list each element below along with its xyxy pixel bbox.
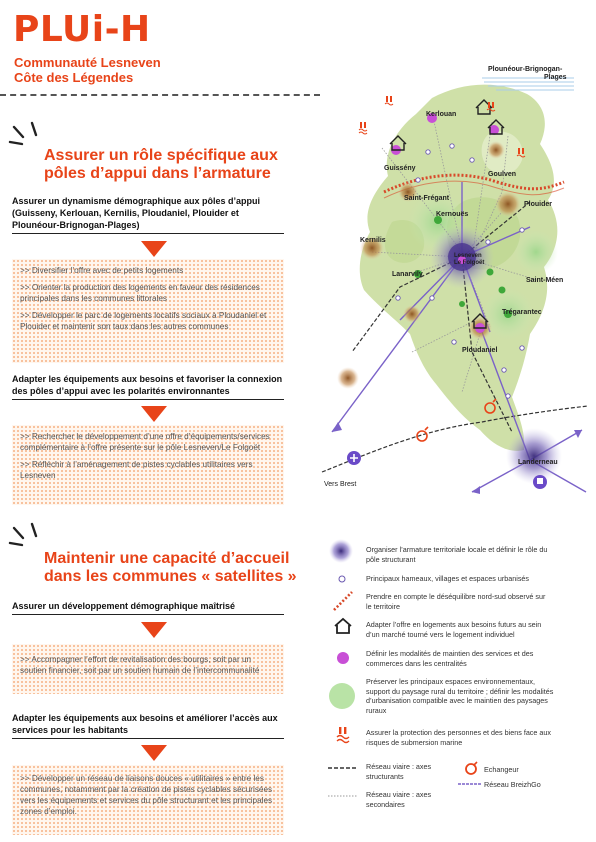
- label-le-folgoet: Le Folgoët: [454, 260, 485, 266]
- section-1-block-2-actions: [12, 425, 284, 505]
- section-1-title: [44, 147, 278, 183]
- action-item: >> Orienter la production des logements en faveur des résidences principales dans les communes littorales: [20, 283, 260, 303]
- section-2-block-2-actions: [12, 765, 284, 835]
- section-2-title-line-1: Maintenir une capacité d’accueil: [44, 550, 290, 567]
- subtitle-line-1: Communauté Lesneven: [14, 55, 161, 70]
- legend-breizhgo: Réseau BreizhGo: [484, 780, 541, 789]
- interchange-icon: [464, 760, 480, 776]
- label-saint-meen: Saint-Méen: [526, 277, 564, 284]
- section-1-block-1-heading: Assurer un dynamisme démographique aux pôles d’appui (Guisseny, Kerlouan, Kernilis, Ploudaniel, Plouider et Plounéour-Brignogan-Plages): [12, 195, 284, 234]
- legend-road-secondary: Réseau viaire : axes secondaires: [366, 790, 432, 809]
- services-legend-icon: [336, 651, 350, 665]
- arrow-down-icon: [141, 622, 167, 638]
- structuring-pole-legend-icon: [328, 538, 354, 564]
- action-item: >> Rechercher le développement d’une offre d’équipements/services complémentaire à l’offre présente sur le pôle Lesneven/Le Folgoët: [20, 432, 270, 452]
- label-plages: Plages: [544, 74, 567, 81]
- legend-item-environment: Préserver les principaux espaces environnementaux, support du paysage rural du territoire ; définir les modalités d’urbanisation compatible avec le maintien des paysages ruraux: [366, 677, 554, 715]
- main-road-legend-icon: [328, 766, 358, 770]
- legend-item-hamlets: Principaux hameaux, villages et espaces urbanisés: [366, 574, 530, 583]
- legend-item-services: Définir les modalités de maintien des services et des commerces dans les centralités: [366, 649, 534, 668]
- legend-item-imbalance: Prendre en compte le déséquilibre nord-sud observé sur le territoire: [366, 592, 546, 611]
- label-saint-fregant: Saint-Frégant: [404, 195, 450, 202]
- action-item: >> Développer un réseau de liaisons douces « utilitaires » entre les communes, notamment par la création de pistes cyclables sécurisées vers les équipements et services du pôle structurant et les principales zones d’emploi.: [20, 774, 273, 816]
- subtitle-line-2: Côte des Légendes: [14, 70, 134, 85]
- label-tregarantec: Trégarantec: [502, 309, 542, 316]
- legend-item-housing: Adapter l’offre en logements aux besoins futurs au sein d’un marché tourné vers le logement individuel: [366, 620, 542, 639]
- action-item: >> Diversifier l’offre avec de petits logements: [20, 266, 184, 275]
- page-subtitle: [14, 55, 161, 85]
- action-item: >> Accompagner l’effort de revitalisation des bourgs, soit par un soutien financier, soit par un soutien humain de l’intercommunalité: [20, 655, 260, 675]
- label-landerneau: Landerneau: [518, 459, 558, 466]
- label-goulven: Goulven: [488, 171, 517, 178]
- label-lanarvily: Lanarvily: [392, 271, 423, 278]
- action-item: >> Développer le parc de logements locatifs sociaux à Ploudaniel et Plouider et maintenir son taux dans les autres communes: [20, 311, 267, 331]
- section-1-title-line-2: pôles d’appui dans l’armature: [44, 165, 271, 182]
- section-2-block-1-actions: [12, 644, 284, 694]
- label-plouneour: Plounéour-Brignogan-: [488, 66, 563, 73]
- arrow-down-icon: [141, 745, 167, 761]
- legend-item-pole: Organiser l’armature territoriale locale et définir le rôle du pôle structurant: [366, 545, 548, 564]
- house-icon: [333, 617, 353, 635]
- arrow-down-icon: [141, 241, 167, 257]
- label-plouider: Plouider: [524, 201, 553, 208]
- territory-map: [312, 52, 596, 502]
- page-title: PLUi-H: [13, 9, 151, 50]
- imbalance-legend-icon: [332, 590, 354, 612]
- label-kernilis: Kernilis: [360, 237, 386, 244]
- label-lesneven: Lesneven: [454, 253, 482, 259]
- breizhgo-legend-icon: [458, 782, 482, 786]
- section-2-title-line-2: dans les communes « satellites »: [44, 568, 297, 585]
- secondary-road-legend-icon: [328, 794, 358, 798]
- label-kerlouan: Kerlouan: [426, 111, 457, 118]
- section-2-block-1-heading: Assurer un développement démographique maîtrisé: [12, 600, 284, 615]
- rays-icon: [8, 516, 48, 556]
- environment-legend-icon: [328, 682, 356, 710]
- legend-item-flood: Assurer la protection des personnes et des biens face aux risques de submersion marine: [366, 728, 551, 747]
- legend-road-main: Réseau viaire : axes structurants: [366, 762, 432, 781]
- section-1-block-1-actions: [12, 259, 284, 363]
- section-1-title-line-1: Assurer un rôle spécifique aux: [44, 147, 278, 164]
- action-item: >> Réfléchir à l’aménagement de pistes cyclables utilitaires vers Lesneven: [20, 460, 253, 480]
- arrow-down-icon: [141, 406, 167, 422]
- label-ploudaniel: Ploudaniel: [462, 347, 498, 354]
- structuring-pole-landerneau: [506, 428, 562, 484]
- section-2-block-2-heading: Adapter les équipements aux besoins et améliorer l’accès aux services pour les habitants: [12, 712, 284, 739]
- rays-icon: [8, 115, 48, 155]
- label-vers-brest: Vers Brest: [324, 481, 357, 488]
- header-divider: [0, 94, 320, 96]
- label-guisseny: Guissény: [384, 165, 416, 172]
- legend-interchange: Echangeur: [484, 765, 519, 774]
- flood-risk-icon: [335, 726, 351, 744]
- section-1-block-2-heading: Adapter les équipements aux besoins et favoriser la connexion des pôles d’appui avec les polarités environnantes: [12, 373, 284, 400]
- section-2-title: [44, 550, 297, 586]
- hamlet-legend-icon: [337, 574, 347, 584]
- label-kernoues: Kernouës: [436, 211, 469, 218]
